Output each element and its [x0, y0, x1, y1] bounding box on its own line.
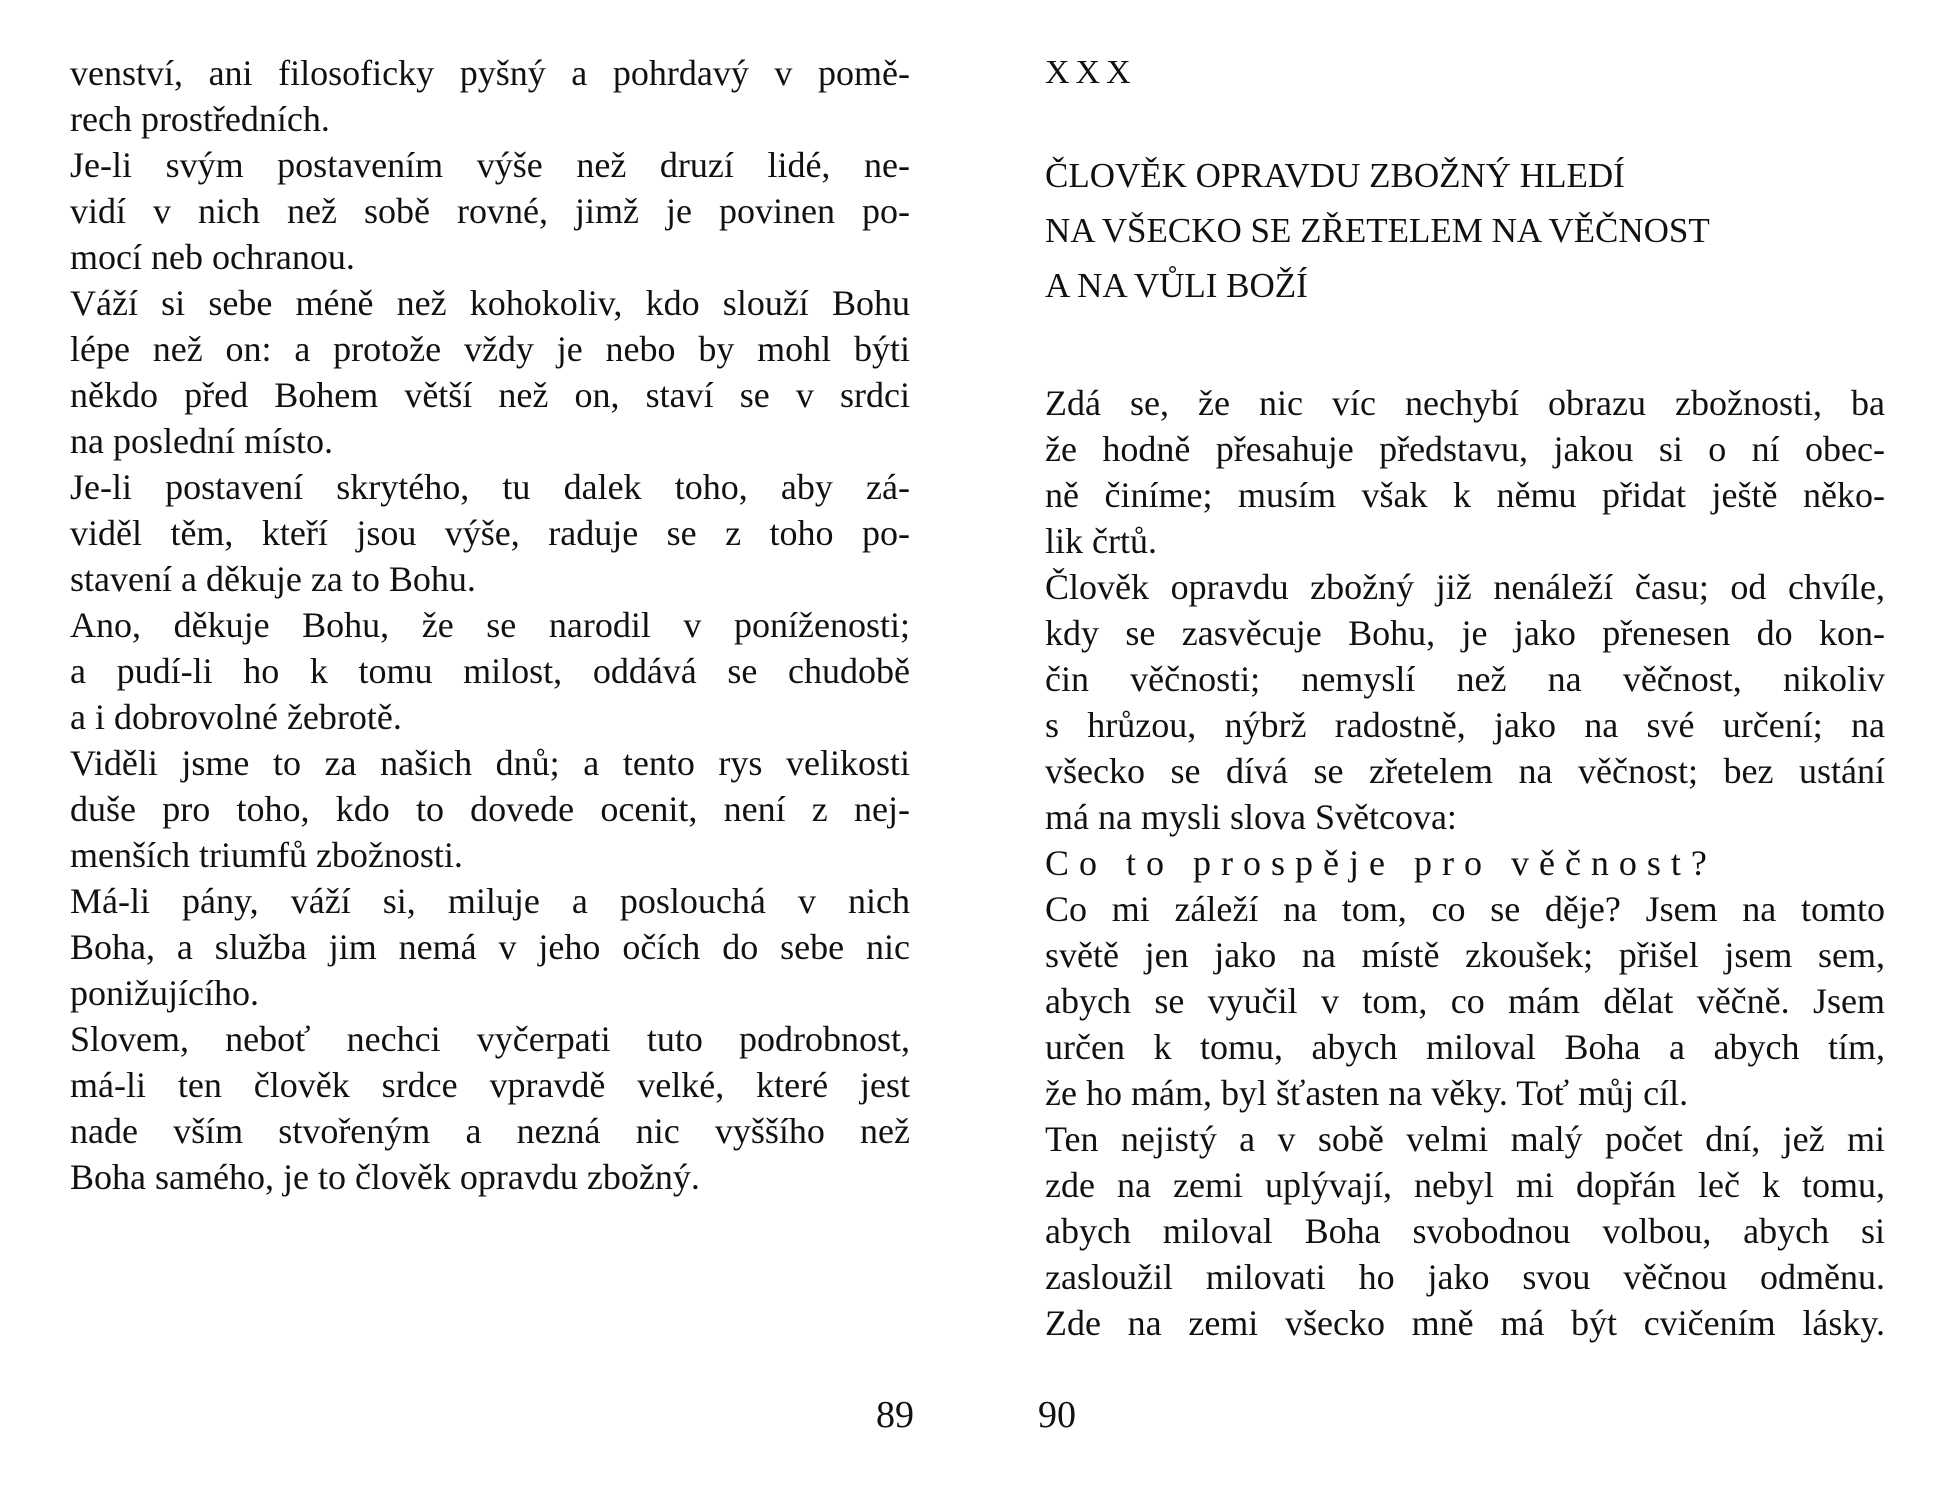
text-line: mocí neb ochranou. — [70, 237, 355, 277]
text-line: rech prostředních. — [70, 99, 330, 139]
text-line: že ho mám, byl šťasten na věky. Toť můj cíl. — [1045, 1073, 1689, 1113]
text-line: duše pro toho, kdo to dovede ocenit, není z nej- — [70, 789, 910, 829]
text-line: lik črtů. — [1045, 521, 1157, 561]
text-line: Člověk opravdu zbožný již nenáleží času; od chvíle, — [1045, 567, 1885, 607]
text-line: Je-li svým postavením výše než druzí lidé, ne- — [70, 145, 910, 185]
text-line: čin věčnosti; nemyslí než na věčnost, nikoliv — [1045, 659, 1885, 699]
text-line: má-li ten člověk srdce vpravdě velké, které jest — [70, 1065, 910, 1105]
text-line: zasloužil milovati ho jako svou věčnou odměnu. — [1045, 1257, 1885, 1297]
chapter-number: XXX — [1045, 54, 1137, 91]
text-line: Ten nejistý a v sobě velmi malý počet dní, jež mi — [1045, 1119, 1885, 1159]
text-line: ně činíme; musím však k němu přidat ještě něko- — [1045, 475, 1885, 515]
page-number-left: 89 — [876, 1394, 914, 1436]
heading-line: A NA VŮLI BOŽÍ — [1045, 266, 1308, 305]
text-line: Viděli jsme to za našich dnů; a tento rys velikosti — [70, 743, 910, 783]
right-page — [1045, 50, 1885, 1346]
right-body — [1045, 380, 1885, 1346]
text-line: Co mi záleží na tom, co se děje? Jsem na tomto — [1045, 889, 1885, 929]
text-line: Má-li pány, váží si, miluje a poslouchá v nich — [70, 881, 910, 921]
text-line: a pudí-li ho k tomu milost, oddává se chudobě — [70, 651, 910, 691]
page-number-right: 90 — [1038, 1394, 1076, 1436]
text-line: abych miloval Boha svobodnou volbou, abych si — [1045, 1211, 1885, 1251]
text-line: menších triumfů zbožnosti. — [70, 835, 463, 875]
text-line: Slovem, neboť nechci vyčerpati tuto podrobnost, — [70, 1019, 910, 1059]
text-line: určen k tomu, abych miloval Boha a abych tím, — [1045, 1027, 1885, 1067]
text-line: Ano, děkuje Bohu, že se narodil v poníženosti; — [70, 605, 910, 645]
text-line: někdo před Bohem větší než on, staví se v srdci — [70, 375, 910, 415]
text-line: všecko se dívá se zřetelem na věčnost; bez ustání — [1045, 751, 1885, 791]
text-line: světě jen jako na místě zkoušek; přišel jsem sem, — [1045, 935, 1885, 975]
heading-line: ČLOVĚK OPRAVDU ZBOŽNÝ HLEDÍ — [1045, 156, 1625, 195]
text-line: abych se vyučil v tom, co mám dělat věčně. Jsem — [1045, 981, 1885, 1021]
text-line: Zdá se, že nic víc nechybí obrazu zbožnosti, ba — [1045, 383, 1885, 423]
text-line: zde na zemi uplývají, nebyl mi dopřán leč k tomu, — [1045, 1165, 1885, 1205]
text-line: Boha samého, je to člověk opravdu zbožný. — [70, 1157, 700, 1197]
text-line: a i dobrovolné žebrotě. — [70, 697, 402, 737]
left-page — [70, 50, 910, 1200]
text-line: venství, ani filosoficky pyšný a pohrdavý v pomě- — [70, 53, 910, 93]
text-line: má na mysli slova Světcova: — [1045, 797, 1457, 837]
text-line: stavení a děkuje za to Bohu. — [70, 559, 476, 599]
text-line: nade vším stvořeným a nezná nic vyššího než — [70, 1111, 910, 1151]
text-line: kdy se zasvěcuje Bohu, je jako přenesen do kon- — [1045, 613, 1885, 653]
text-line: Boha, a služba jim nemá v jeho očích do sebe nic — [70, 927, 910, 967]
text-line: Je-li postavení skrytého, tu dalek toho, aby zá- — [70, 467, 910, 507]
text-line: ponižujícího. — [70, 973, 259, 1013]
text-line: Zde na zemi všecko mně má být cvičením lásky. — [1045, 1303, 1885, 1343]
text-line: že hodně přesahuje představu, jakou si o ní obec- — [1045, 429, 1885, 469]
chapter-heading — [1045, 148, 1885, 313]
heading-line: NA VŠECKO SE ZŘETELEM NA VĚČNOST — [1045, 211, 1710, 250]
text-line: s hrůzou, nýbrž radostně, jako na své určení; na — [1045, 705, 1885, 745]
text-line: na poslední místo. — [70, 421, 333, 461]
text-line: Váží si sebe méně než kohokoliv, kdo slouží Bohu — [70, 283, 910, 323]
quote-line: Co to prospěje pro věčnost? — [1045, 843, 1717, 883]
text-line: lépe než on: a protože vždy je nebo by mohl býti — [70, 329, 910, 369]
text-line: vidí v nich než sobě rovné, jimž je povinen po- — [70, 191, 910, 231]
text-line: viděl těm, kteří jsou výše, raduje se z toho po- — [70, 513, 910, 553]
